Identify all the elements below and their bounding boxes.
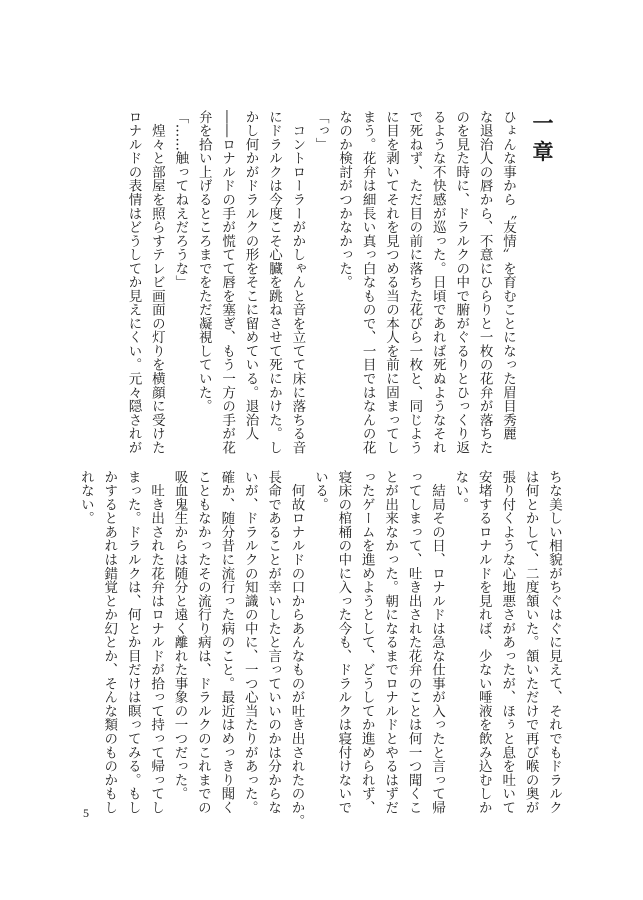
text-line: ない。 [452,470,469,512]
text-line: コントローラーがかしゃんと音を立てて床に落ちる音 [289,110,306,455]
text-line: は何とかして、二度頷いた。頷いただけで再び喉の奥が [522,470,539,815]
text-line: のを見た時に、ドラルクの中で腑がぐるりとひっくり返 [453,110,470,455]
text-line: かするとあれは錯覚とか幻とか、そんな類のものかもし [101,470,118,815]
text-line: な退治人の唇から、不意にひらりと一枚の花弁が落ちた [476,110,493,455]
page-number: 5 [83,806,89,820]
text-block-top [93,110,519,455]
text-line: ロナルドの表情はどうしてか見えにくい。元々隠されが [125,110,142,455]
text-line: ってしまって、吐き出された花弁のことは何一つ聞くこ [405,470,422,815]
text-line: 「っ」 [312,110,329,152]
text-line: 吐き出された花弁はロナルドが拾って持って帰ってし [148,470,165,815]
text-line: 吸血鬼生からは随分と遠く離れた事象の一つだった。 [171,470,188,801]
text-line: いる。 [311,470,328,512]
text-line: いが、ドラルクの知識の中に、一つ心当たりがあった。 [241,470,258,815]
text-line: まった。ドラルクは、何とか目だけは瞑ってみる。もし [124,470,141,815]
text-line: まう。花弁は細長い真っ白なもので、一目ではなんの花 [359,110,376,455]
text-line: に目を剥いてそれを見つめる当の本人を前に固まってし [382,110,399,455]
text-line: れない。 [77,470,94,526]
text-line: で死ねず、ただ目の前に落ちた花びら一枚と、同じよう [406,110,423,455]
text-line: ったゲームを進めようとして、どうしてか進められず、 [358,470,375,815]
text-line: 「……触ってねえだろうな」 [172,110,189,290]
text-block-bottom [77,470,565,829]
text-line: 結局その日、ロナルドは急な仕事が入ったと言って帰 [428,470,445,815]
text-line: 寝床の棺桶の中に入った今も、ドラルクは寝付けないで [335,470,352,815]
text-line: にドラルクは今度こそ心臓を跳ねさせて死にかけた。し [265,110,282,455]
text-line: とが出来なかった。朝になるまでロナルドとやるはずだ [382,470,399,815]
chapter-title: 一章 [530,112,555,169]
text-line: 何故ロナルドの口からあんなものが吐き出されたのか。 [288,470,305,829]
text-line: 確か、随分昔に流行った病のこと。最近はめっきり聞く [218,470,235,815]
text-line: ――ロナルドの手が慌てて唇を塞ぎ、もう一方の手が花 [219,110,236,455]
text-line: 弁を拾い上げるところまでをただ凝視していた。 [195,110,212,413]
text-line: るような不快感が巡った。日頃であれば死ぬようなそれ [429,110,446,455]
text-line: 長命であることが幸いしたと言っていいのかは分からな [265,470,282,815]
text-line: こともなかったその流行り病は、ドラルクのこれまでの [194,470,211,815]
text-line: かし何かがドラルクの形をそこに留めている。退治人 [242,110,259,441]
text-line: 煌々と部屋を照らすテレビ画面の灯りを横顔に受けた [148,110,165,455]
text-line: 安堵するロナルドを見れば、少ない唾液を飲み込むしか [475,470,492,815]
text-line: ひょんな事から〝友情〟を育むことになった眉目秀麗 [500,110,516,441]
text-line: 張り付くような心地悪さがあったが、ほぅと息を吐いて [499,470,516,815]
text-line: ちな美しい相貌がちぐはぐに見えて、それでもドラルク [546,470,562,815]
text-line: なのか検討がつかなかった。 [336,110,353,290]
